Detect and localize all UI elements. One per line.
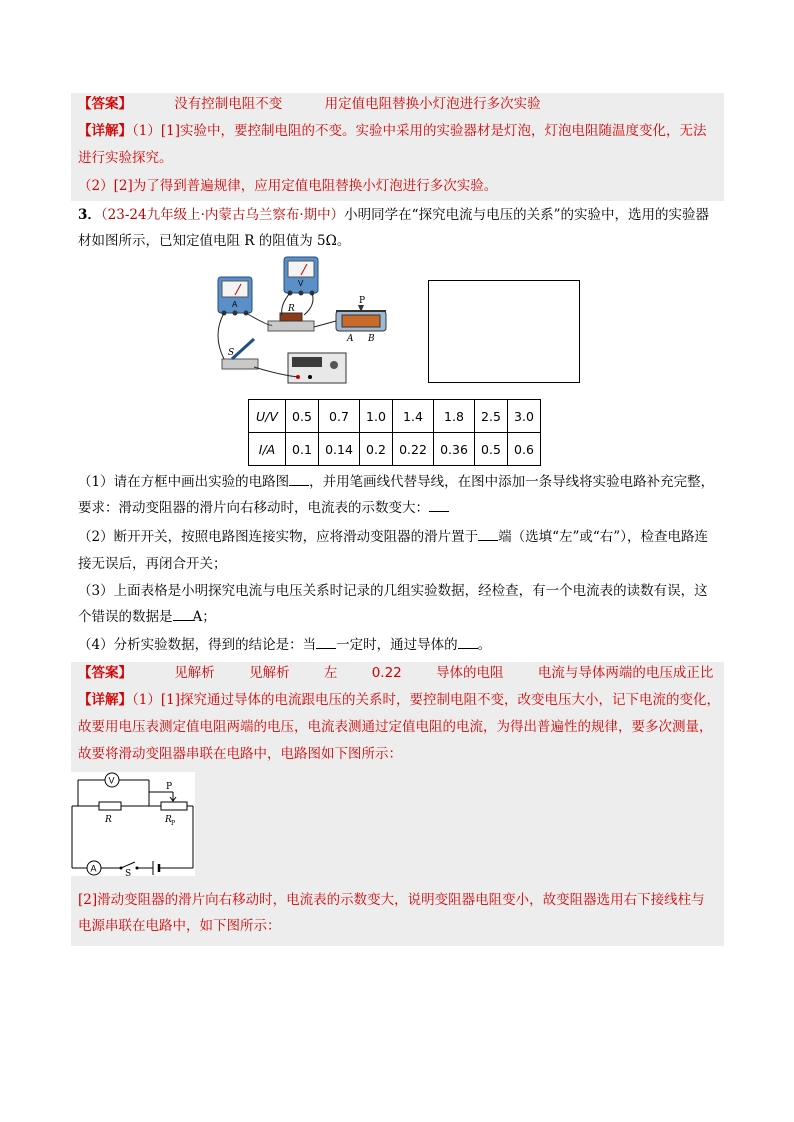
answer-item: 见解析 [174,665,215,681]
detail-line [78,690,720,710]
resistor-symbol [99,802,121,810]
question-3-stem-2: 材如图所示，已知定值电阻 R 的阻值为 5Ω。 [78,233,351,249]
text: （1）请在方框中画出实验的电路图 [78,474,290,490]
circuit-a-label: A [90,863,97,874]
answer-blank [173,608,193,621]
rheostat-b-label: B [368,334,375,344]
power-supply-icon [288,353,346,383]
detail-text: （1）[1]探究通过导体的电流跟电压的关系时，要控制电阻不变，改变电压大小，记下电流的变化， [132,692,720,708]
ammeter-label: A [232,300,238,309]
answer-blank [429,499,449,512]
rheostat-a-label: A [347,334,354,344]
subquestion-1-cont [78,498,449,518]
answer-tag: 【答案】 [78,96,132,112]
answer-blank [316,636,336,649]
circuit-r-label: R [105,815,112,825]
resistor-icon [268,304,314,331]
answer-item: 左 [323,665,338,681]
table-row [249,400,541,433]
rheostat-p-label: P [359,296,366,306]
table-cell: 0.22 [393,433,434,466]
table-cell: 0.6 [508,433,541,466]
subquestion-3-cont [78,607,216,627]
table-cell: 0.14 [319,433,360,466]
question-3-stem [78,205,709,225]
text: 一定时，通过导体的 [336,637,458,653]
detail-line: 故要将滑动变阻器串联在电路中，电路图如下图所示： [78,746,402,762]
detail-line: 进行实验探究。 [78,150,173,166]
answer-item: 没有控制电阻不变 [174,96,283,112]
table-cell: 1.8 [434,400,475,433]
answer-item: 导体的电阻 [436,665,504,681]
text: ，并用笔画线代替导线，在图中添加一条导线将实验电路补充完整， [309,474,715,490]
switch-icon [222,339,258,369]
table-cell: U/V [249,400,286,433]
text: 个错误的数据是 [78,609,173,625]
voltmeter-icon [284,257,318,296]
circuit-diagram [71,772,195,876]
table-cell: 2.5 [475,400,508,433]
table-row [249,433,541,466]
table-cell: 0.36 [434,433,475,466]
text: （4）分析实验数据，得到的结论是：当 [78,637,317,653]
table-cell: 1.4 [393,400,434,433]
subquestion-2-cont: 接无误后，再闭合开关； [78,556,227,572]
table-cell: 0.5 [286,400,319,433]
table-cell: 0.5 [475,433,508,466]
circuit-drawing-box [428,280,580,383]
text: 。 [477,637,492,653]
ammeter-icon [218,277,252,316]
switch-label: S [228,348,235,358]
answer-tag: 【答案】 [78,665,132,681]
circuit-s-label: S [125,869,132,876]
stem-text: 小明同学在“探究电流与电压的关系”的实验中，选用的实验器 [344,207,709,223]
table-cell: 0.2 [360,433,393,466]
voltmeter-label: V [298,279,304,288]
answer-blank [478,528,498,541]
answer-item: 0.22 [371,665,402,681]
detail-tag: 【详解】 [78,692,132,708]
circuit-rp-sub: P [171,820,176,827]
detail-line: 故要用电压表测定值电阻两端的电压，电流表测通过定值电阻的电流，为得出普遍性的规律，要多次测量， [78,719,713,735]
table-cell: I/A [249,433,286,466]
data-table [248,399,541,466]
detail-tag: 【详解】 [78,123,132,139]
subquestion-4 [78,635,491,655]
detail-line: 电源串联在电路中，如下图所示： [78,918,281,934]
subquestion-2 [78,527,708,547]
circuit-rp-label: R [165,815,172,825]
subquestion-3: （3）上面表格是小明探究电流与电压关系时记录的几组实验数据，经检查，有一个电流表的读数有误，这 [78,583,708,599]
text: 端（选填“左”或“右”），检查电路连 [498,529,708,545]
table-cell: 0.7 [319,400,360,433]
subquestion-1 [78,472,714,492]
answer-line-2 [78,663,713,683]
answer-blank [289,473,309,486]
apparatus-figure [210,255,390,385]
answer-blank [458,636,478,649]
table-cell: 1.0 [360,400,393,433]
rheostat-icon [336,296,386,344]
detail-line: [2]滑动变阻器的滑片向右移动时，电流表的示数变大，说明变阻器电阻变小，故变阻器选用右下接线柱与 [78,892,705,908]
detail-text: （1）[1]实验中，要控制电阻的不变。实验中采用的实验器材是灯泡，灯泡电阻随温度变化，无法 [132,123,707,139]
text: （2）断开开关，按照电路图连接实物，应将滑动变阻器的滑片置于 [78,529,479,545]
detail-line [78,121,706,141]
answer-item: 电流与导体两端的电压成正比 [537,665,714,681]
detail-line: （2）[2]为了得到普遍规律，应用定值电阻替换小灯泡进行多次实验。 [78,178,498,194]
circuit-p-label: P [166,782,173,792]
question-number: 3． [78,207,101,223]
text: A； [192,609,216,625]
answer-item: 见解析 [249,665,290,681]
resistor-label: R [288,304,295,314]
table-cell: 3.0 [508,400,541,433]
answer-item: 用定值电阻替换小灯泡进行多次实验 [324,96,541,112]
answer-line-1 [78,94,541,114]
rheostat-symbol [161,802,187,810]
circuit-v-label: V [108,775,115,786]
question-source: （23-24九年级上·内蒙古乌兰察布·期中） [100,207,345,223]
text: 要求：滑动变阻器的滑片向右移动时，电流表的示数变大： [78,500,429,516]
table-cell: 0.1 [286,433,319,466]
